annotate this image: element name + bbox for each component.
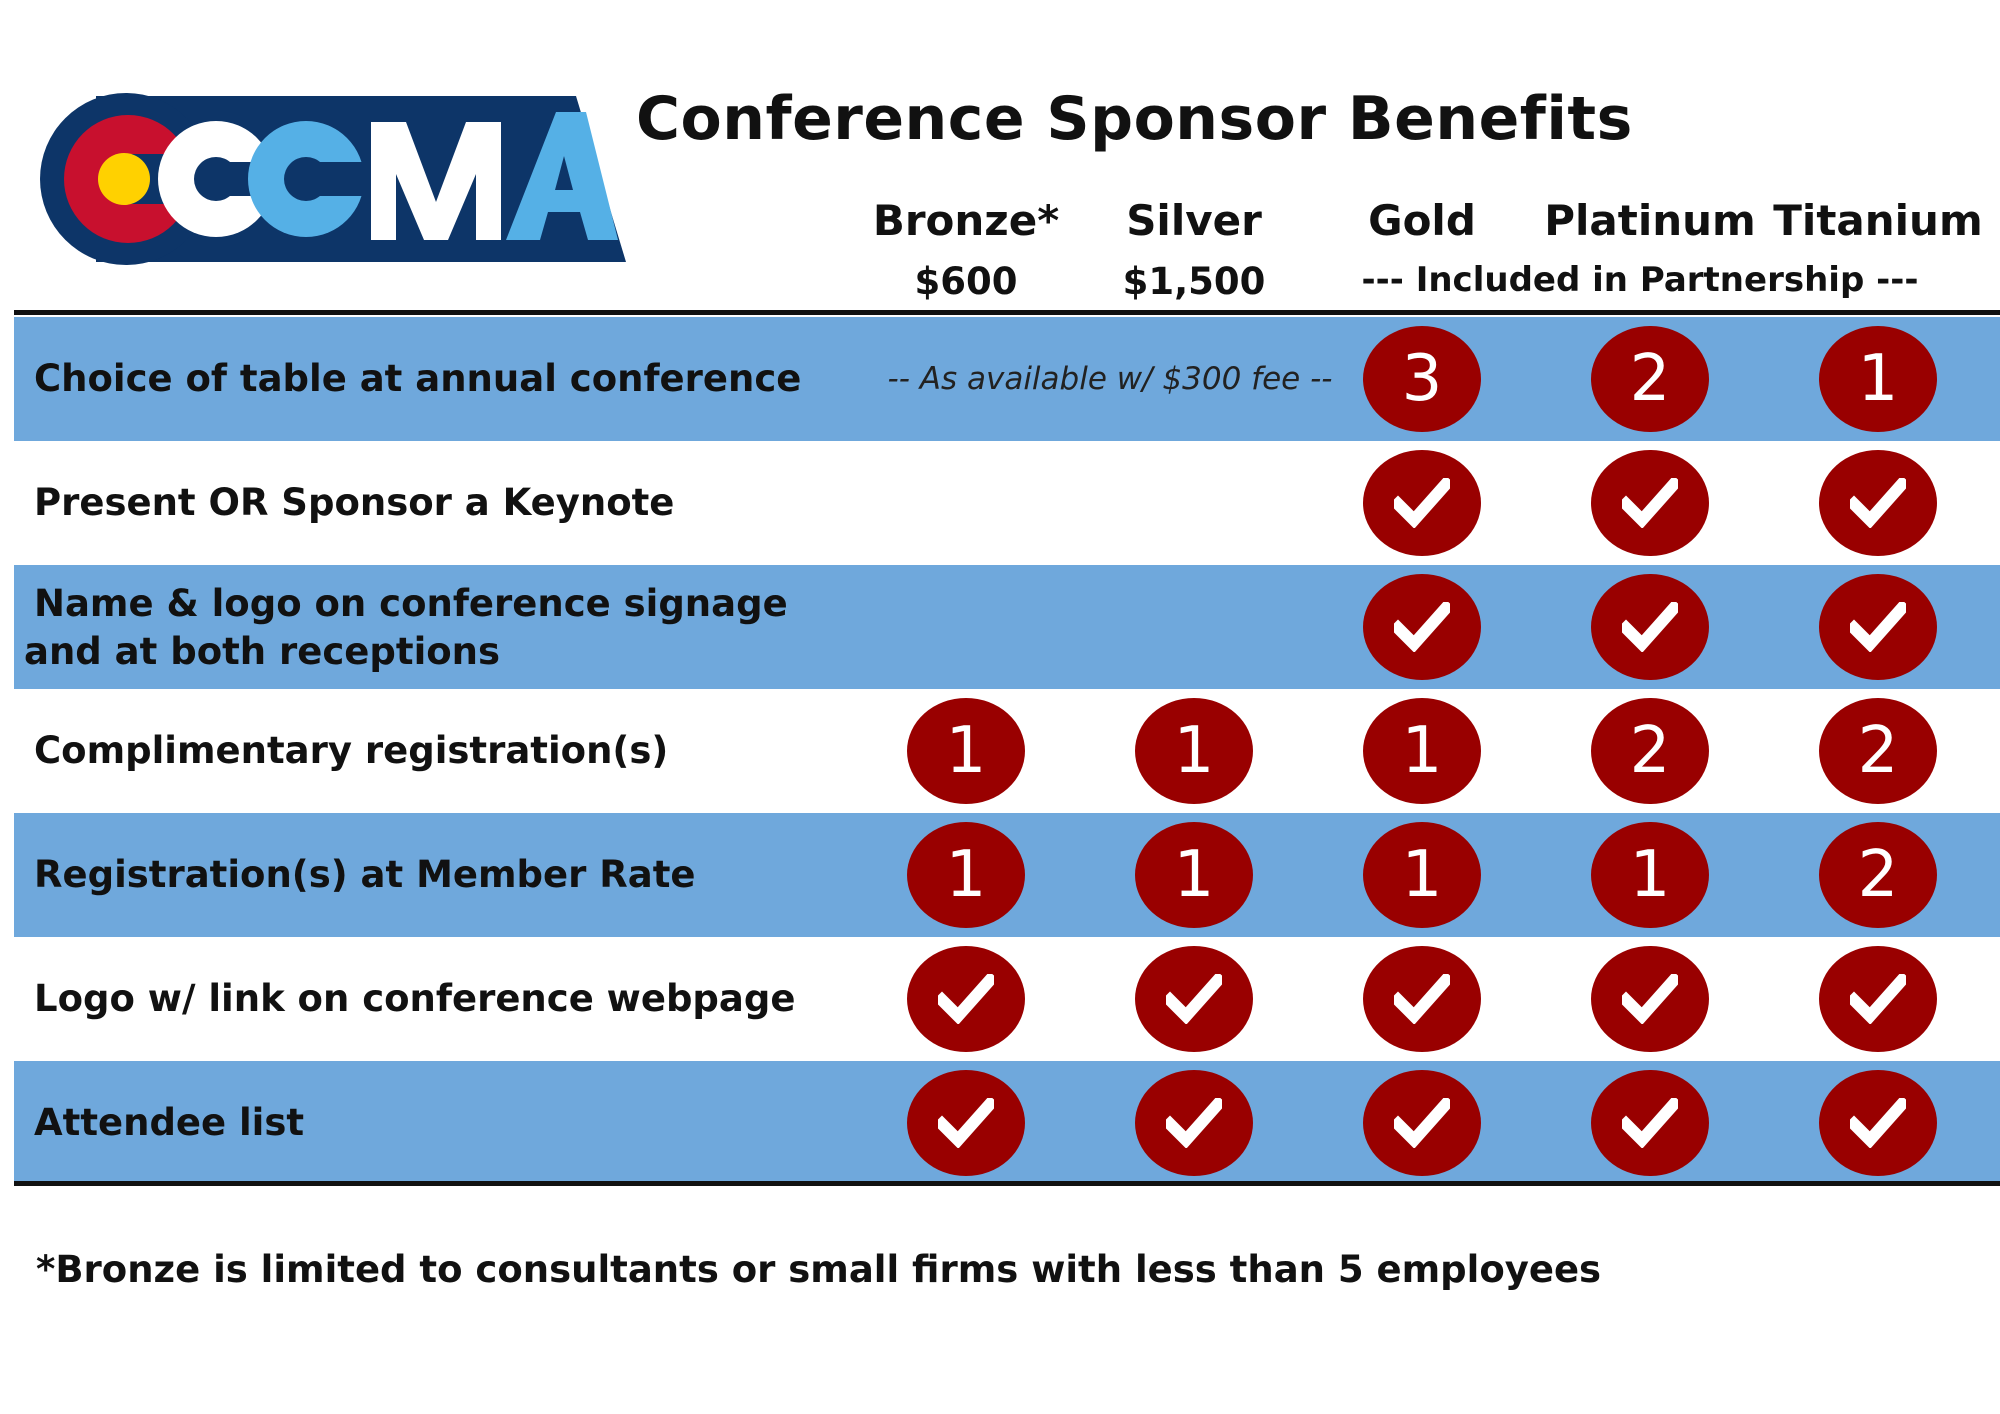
- cell-silver: [1134, 822, 1254, 928]
- cell-silver: [1134, 698, 1254, 804]
- page-title: Conference Sponsor Benefits: [636, 84, 1633, 154]
- partnership-note: --- Included in Partnership ---: [1361, 260, 1919, 300]
- row-label: Choice of table at annual conference: [34, 357, 802, 400]
- count-badge: 2: [1819, 698, 1937, 804]
- cell-gold: [1362, 326, 1482, 432]
- row-label: Registration(s) at Member Rate: [34, 853, 696, 896]
- count-badge: 1: [1363, 698, 1481, 804]
- cell-bronze: [906, 698, 1026, 804]
- header-rule: [14, 310, 2000, 315]
- checkmark-icon: [1135, 946, 1253, 1052]
- row-label: Name & logo on conference signage and at both receptions: [24, 582, 788, 673]
- cell-silver: [1134, 946, 1254, 1052]
- checkmark-icon: [1819, 946, 1937, 1052]
- count-badge: 1: [1591, 822, 1709, 928]
- availability-note: -- As available w/ $300 fee --: [887, 361, 1333, 397]
- cell-platinum: [1590, 450, 1710, 556]
- count-badge: 1: [1819, 326, 1937, 432]
- cell-titanium: [1818, 822, 1938, 928]
- tier-price-silver: $1,500: [1122, 260, 1266, 303]
- row-label: Attendee list: [34, 1101, 305, 1144]
- cell-silver: [1134, 1070, 1254, 1176]
- table-row: [14, 441, 2000, 565]
- checkmark-icon: [1591, 946, 1709, 1052]
- count-badge: 1: [1135, 698, 1253, 804]
- cell-gold: [1362, 946, 1482, 1052]
- row-label: Complimentary registration(s): [34, 729, 669, 772]
- cell-titanium: [1818, 946, 1938, 1052]
- checkmark-icon: [1591, 574, 1709, 680]
- count-badge: 2: [1591, 326, 1709, 432]
- table-bottom-rule: [14, 1181, 2000, 1186]
- cell-titanium: [1818, 574, 1938, 680]
- checkmark-icon: [1363, 450, 1481, 556]
- cell-platinum: [1590, 946, 1710, 1052]
- count-badge: 2: [1819, 822, 1937, 928]
- checkmark-icon: [1591, 1070, 1709, 1176]
- count-badge: 3: [1363, 326, 1481, 432]
- row-label: Present OR Sponsor a Keynote: [34, 481, 675, 524]
- cell-titanium: [1818, 1070, 1938, 1176]
- tier-name-bronze: Bronze*: [872, 196, 1060, 245]
- cell-titanium: [1818, 698, 1938, 804]
- cell-titanium: [1818, 450, 1938, 556]
- checkmark-icon: [1135, 1070, 1253, 1176]
- checkmark-icon: [1363, 574, 1481, 680]
- cell-bronze: [906, 946, 1026, 1052]
- cell-gold: [1362, 450, 1482, 556]
- count-badge: 2: [1591, 698, 1709, 804]
- cccma-logo: [36, 92, 636, 272]
- table-row: [14, 317, 2000, 441]
- checkmark-icon: [1819, 574, 1937, 680]
- checkmark-icon: [1819, 450, 1937, 556]
- footnote: *Bronze is limited to consultants or small firms with less than 5 employees: [36, 1248, 1602, 1291]
- cell-gold: [1362, 574, 1482, 680]
- tier-price-bronze: $600: [914, 260, 1018, 303]
- cell-platinum: [1590, 574, 1710, 680]
- cell-platinum: [1590, 326, 1710, 432]
- table-row: [14, 937, 2000, 1061]
- table-row: [14, 813, 2000, 937]
- checkmark-icon: [907, 1070, 1025, 1176]
- cell-gold: [1362, 698, 1482, 804]
- tier-name-gold: Gold: [1368, 196, 1476, 245]
- count-badge: 1: [907, 822, 1025, 928]
- checkmark-icon: [1363, 1070, 1481, 1176]
- checkmark-icon: [907, 946, 1025, 1052]
- cell-platinum: [1590, 698, 1710, 804]
- cell-bronze: [906, 1070, 1026, 1176]
- count-badge: 1: [907, 698, 1025, 804]
- count-badge: 1: [1363, 822, 1481, 928]
- tier-name-silver: Silver: [1126, 196, 1262, 245]
- row-label: Logo w/ link on conference webpage: [34, 977, 796, 1020]
- table-row: [14, 1061, 2000, 1185]
- cell-bronze: [906, 822, 1026, 928]
- tier-name-titanium: Titanium: [1773, 196, 1983, 245]
- cell-platinum: [1590, 822, 1710, 928]
- checkmark-icon: [1591, 450, 1709, 556]
- table-row: [14, 565, 2000, 689]
- tier-name-platinum: Platinum: [1544, 196, 1756, 245]
- cell-titanium: [1818, 326, 1938, 432]
- cell-gold: [1362, 1070, 1482, 1176]
- table-row: [14, 689, 2000, 813]
- cell-platinum: [1590, 1070, 1710, 1176]
- checkmark-icon: [1819, 1070, 1937, 1176]
- count-badge: 1: [1135, 822, 1253, 928]
- cell-gold: [1362, 822, 1482, 928]
- checkmark-icon: [1363, 946, 1481, 1052]
